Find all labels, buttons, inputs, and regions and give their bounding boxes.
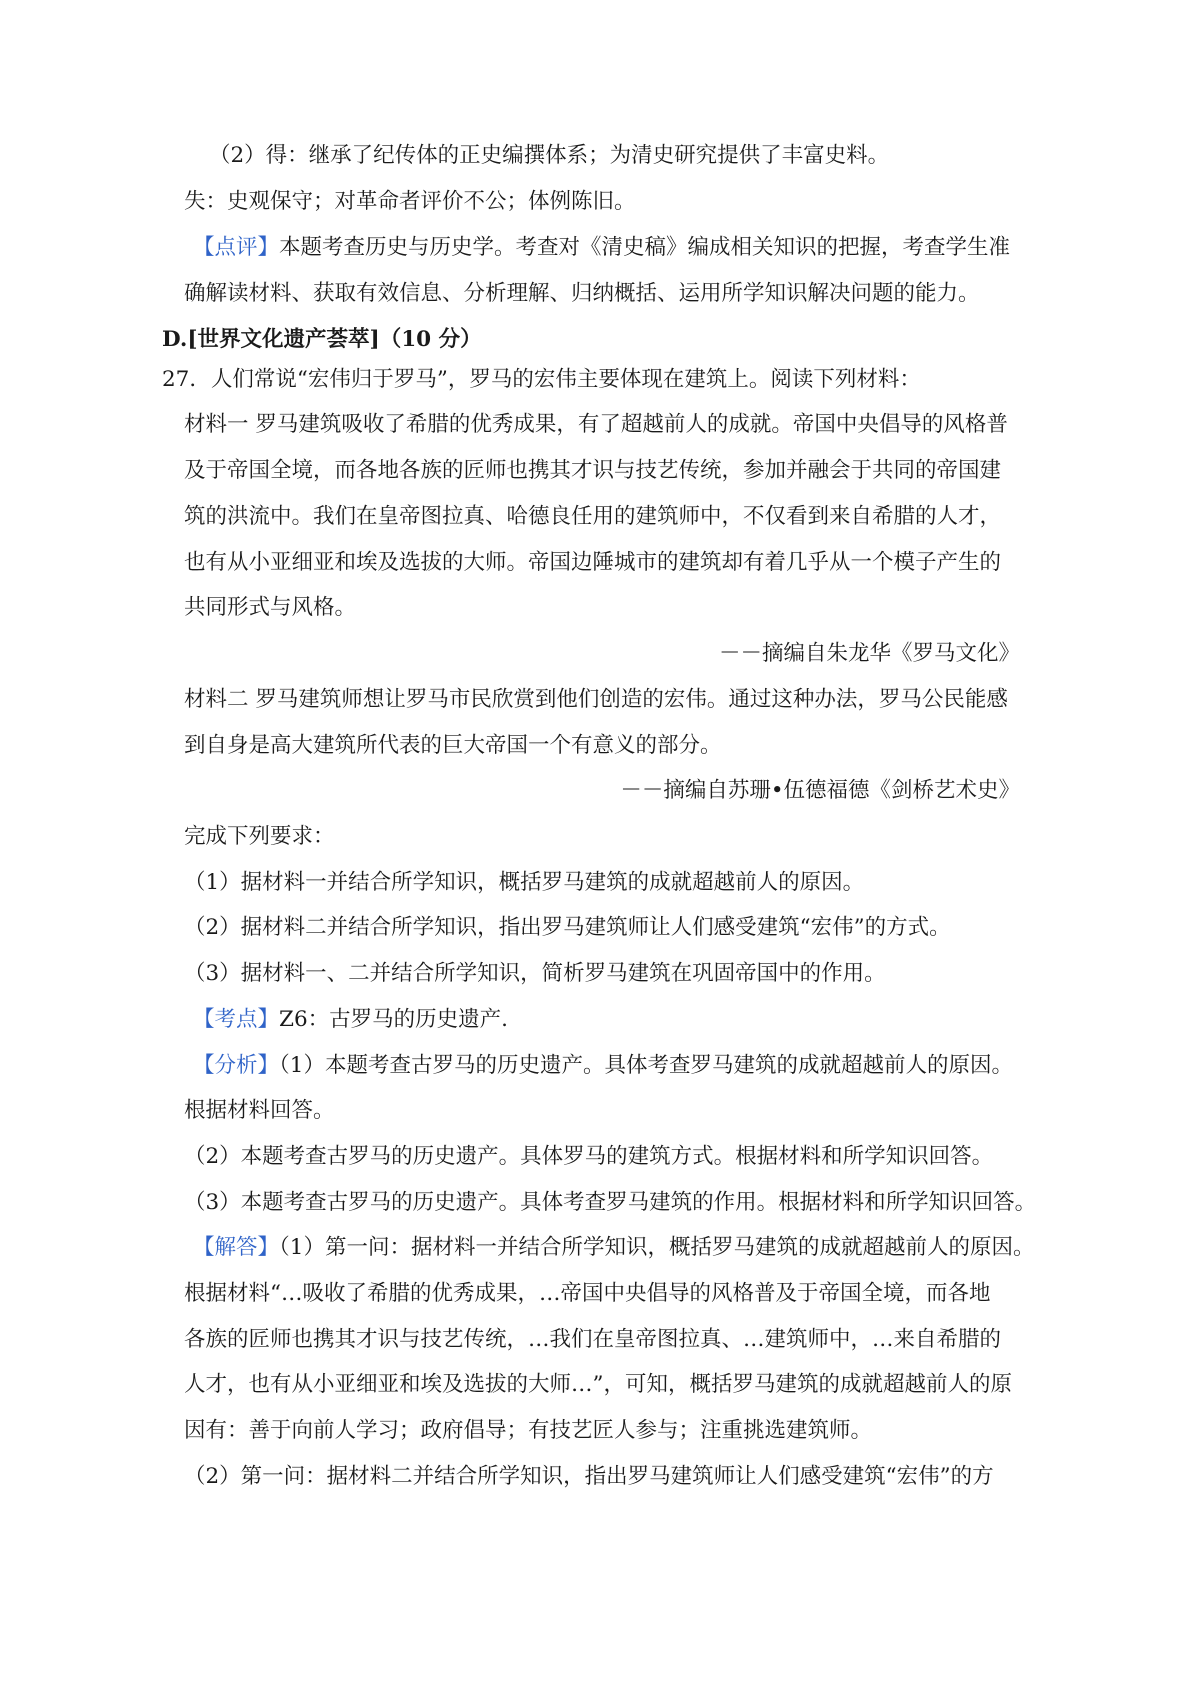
fenxi-text-1: （1）本题考查古罗马的历史遗产。具体考查罗马建筑的成就超越前人的原因。	[279, 1053, 1013, 1078]
material2-line-2: 到自身是高大建筑所代表的巨大帝国一个有意义的部分。	[184, 733, 722, 758]
jieda-line-3: 人才，也有从小亚细亚和埃及选拔的大师…”，可知，概括罗马建筑的成就超越前人的原	[184, 1372, 1012, 1397]
q26-dianping	[193, 233, 1010, 263]
jieda-tag: 【解答】	[193, 1235, 280, 1260]
material2-line-1: 材料二 罗马建筑师想让罗马市民欣赏到他们创造的宏伟。通过这种办法，罗马公民能感	[184, 687, 1008, 712]
material2-source: －－摘编自苏珊•伍德福德《剑桥艺术史》	[620, 778, 1020, 803]
fenxi-text-3: （3）本题考查古罗马的历史遗产。具体考查罗马建筑的作用。根据材料和所学知识回答。	[184, 1190, 1037, 1215]
material1-line-5: 共同形式与风格。	[184, 595, 357, 620]
jieda-text-2: （2）第一问：据材料二并结合所学知识，指出罗马建筑师让人们感受建筑“宏伟”的方	[184, 1464, 994, 1489]
q26-answer-2: （2）得：继承了纪传体的正史编撰体系；为清史研究提供了丰富史料。	[209, 143, 890, 168]
fenxi-tag: 【分析】	[193, 1053, 280, 1078]
section-d-heading: D.[世界文化遗产荟萃]（10 分）	[162, 327, 482, 352]
dianping-tag: 【点评】	[193, 235, 280, 260]
material1-line-4: 也有从小亚细亚和埃及选拔的大师。帝国边陲城市的建筑却有着几乎从一个模子产生的	[184, 550, 1002, 575]
jieda-line-4: 因有：善于向前人学习；政府倡导；有技艺匠人参与；注重挑选建筑师。	[184, 1418, 873, 1443]
kaodian-text: Z6：古罗马的历史遗产.	[279, 1007, 508, 1032]
jieda-text-1: （1）第一问：据材料一并结合所学知识，概括罗马建筑的成就超越前人的原因。	[279, 1235, 1035, 1260]
q26-answer-shi: 失：史观保守；对革命者评价不公；体例陈旧。	[184, 189, 636, 214]
material1-line-2: 及于帝国全境，而各地各族的匠师也携其才识与技艺传统，参加并融会于共同的帝国建	[184, 458, 1002, 483]
fenxi-text-1-cont: 根据材料回答。	[184, 1098, 335, 1123]
requirement-3: （3）据材料一、二并结合所学知识，简析罗马建筑在巩固帝国中的作用。	[184, 961, 886, 986]
material1-source: －－摘编自朱龙华《罗马文化》	[718, 641, 1020, 666]
dianping-text: 本题考查历史与历史学。考查对《清史稿》编成相关知识的把握，考查学生准	[279, 235, 1011, 260]
material1-line-1: 材料一 罗马建筑吸收了希腊的优秀成果，有了超越前人的成就。帝国中央倡导的风格普	[184, 412, 1008, 437]
jieda	[193, 1233, 1034, 1263]
fenxi-text-2: （2）本题考查古罗马的历史遗产。具体罗马的建筑方式。根据材料和所学知识回答。	[184, 1144, 994, 1169]
jieda-line-1: 根据材料“…吸收了希腊的优秀成果，…帝国中央倡导的风格普及于帝国全境，而各地	[184, 1281, 991, 1306]
kaodian	[193, 1005, 508, 1035]
material1-line-3: 筑的洪流中。我们在皇帝图拉真、哈德良任用的建筑师中，不仅看到来自希腊的人才，	[184, 504, 1002, 529]
q27-stem: 27．人们常说“宏伟归于罗马”，罗马的宏伟主要体现在建筑上。阅读下列材料：	[162, 367, 921, 392]
requirements-intro: 完成下列要求：	[184, 824, 335, 849]
jieda-line-2: 各族的匠师也携其才识与技艺传统，…我们在皇帝图拉真、…建筑师中，…来自希腊的	[184, 1327, 1002, 1352]
fenxi	[193, 1051, 1013, 1081]
requirement-1: （1）据材料一并结合所学知识，概括罗马建筑的成就超越前人的原因。	[184, 870, 865, 895]
kaodian-tag: 【考点】	[193, 1007, 280, 1032]
q26-dianping-cont: 确解读材料、获取有效信息、分析理解、归纳概括、运用所学知识解决问题的能力。	[184, 281, 980, 306]
requirement-2: （2）据材料二并结合所学知识，指出罗马建筑师让人们感受建筑“宏伟”的方式。	[184, 915, 951, 940]
